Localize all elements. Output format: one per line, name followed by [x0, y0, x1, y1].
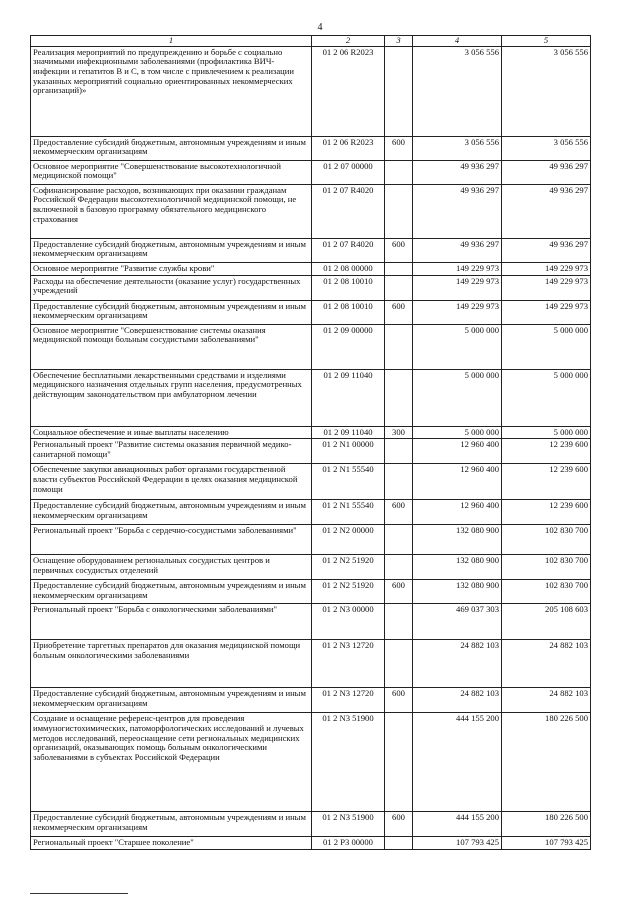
row-amount-2: 3 056 556	[502, 136, 591, 160]
row-amount-1: 5 000 000	[413, 426, 502, 439]
row-expense-type	[385, 160, 413, 184]
row-amount-1: 469 037 303	[413, 604, 502, 640]
row-code: 01 2 N3 12720	[312, 640, 385, 688]
row-expense-type	[385, 184, 413, 238]
table-row	[31, 238, 591, 262]
row-amount-2: 12 239 600	[502, 464, 591, 500]
header-type: 3	[385, 36, 413, 47]
row-code: 01 2 06 R2023	[312, 136, 385, 160]
row-code: 01 2 N3 12720	[312, 688, 385, 713]
row-amount-2: 49 936 297	[502, 160, 591, 184]
row-expense-type	[385, 275, 413, 300]
row-name: Предоставление субсидий бюджетным, автономным учреждениям и иным некоммерческим организациям	[31, 300, 312, 324]
row-amount-1: 444 155 200	[413, 812, 502, 837]
row-name: Социальное обеспечение и иные выплаты населению	[31, 426, 312, 439]
table-row	[31, 136, 591, 160]
table-row	[31, 604, 591, 640]
table-row	[31, 439, 591, 464]
row-name: Расходы на обеспечение деятельности (оказание услуг) государственных учреждений	[31, 275, 312, 300]
row-amount-2: 49 936 297	[502, 184, 591, 238]
table-row	[31, 324, 591, 369]
header-name: 1	[31, 36, 312, 47]
row-amount-1: 149 229 973	[413, 300, 502, 324]
table-row	[31, 369, 591, 426]
table-row	[31, 275, 591, 300]
row-name: Софинансирование расходов, возникающих при оказании гражданам Российской Федерации высокотехнологичной медицинской помощи, не включенной в базовую программу обязательного медицинского страхования	[31, 184, 312, 238]
row-code: 01 2 N3 51900	[312, 713, 385, 812]
row-amount-1: 5 000 000	[413, 369, 502, 426]
table-row	[31, 46, 591, 136]
table-row	[31, 500, 591, 525]
table-row	[31, 580, 591, 604]
row-name: Обеспечение бесплатными лекарственными средствами и изделиями медицинского назначения отдельных групп населения, предусмотренных действующим законодательством при амбулаторном лечении	[31, 369, 312, 426]
row-code: 01 2 N3 00000	[312, 604, 385, 640]
row-name: Предоставление субсидий бюджетным, автономным учреждениям и иным некоммерческим организациям	[31, 238, 312, 262]
row-amount-2: 12 239 600	[502, 439, 591, 464]
table-row	[31, 555, 591, 580]
table-row	[31, 262, 591, 275]
row-name: Предоставление субсидий бюджетным, автономным учреждениям и иным некоммерческим организациям	[31, 812, 312, 837]
row-amount-2: 102 830 700	[502, 555, 591, 580]
row-expense-type	[385, 837, 413, 850]
row-expense-type	[385, 525, 413, 555]
row-name: Приобретение таргетных препаратов для оказания медицинской помощи больным онкологическими заболеваниями	[31, 640, 312, 688]
row-amount-2: 149 229 973	[502, 262, 591, 275]
table-row	[31, 464, 591, 500]
row-code: 01 2 08 10010	[312, 300, 385, 324]
row-code: 01 2 07 00000	[312, 160, 385, 184]
row-expense-type	[385, 555, 413, 580]
row-amount-1: 3 056 556	[413, 136, 502, 160]
row-amount-1: 49 936 297	[413, 160, 502, 184]
row-amount-2: 3 056 556	[502, 46, 591, 136]
row-amount-2: 180 226 500	[502, 812, 591, 837]
row-name: Обеспечение закупки авиационных работ органами государственной власти субъектов Российской Федерации в целях оказания медицинской помощи	[31, 464, 312, 500]
row-name: Реализация мероприятий по предупреждению и борьбе с социально значимыми инфекционными заболеваниями (профилактика ВИЧ-инфекции и гепатитов В и С, в том числе с привлечением к реализации указанных мероприятий социально ориентированных некоммерческих организаций)»	[31, 46, 312, 136]
row-amount-1: 12 960 400	[413, 500, 502, 525]
row-amount-2: 5 000 000	[502, 426, 591, 439]
row-code: 01 2 P3 00000	[312, 837, 385, 850]
row-name: Предоставление субсидий бюджетным, автономным учреждениям и иным некоммерческим организациям	[31, 500, 312, 525]
table-row	[31, 184, 591, 238]
row-amount-2: 5 000 000	[502, 369, 591, 426]
row-code: 01 2 07 R4020	[312, 238, 385, 262]
row-expense-type	[385, 369, 413, 426]
row-code: 01 2 N1 55540	[312, 500, 385, 525]
row-expense-type	[385, 464, 413, 500]
header-amount-2: 5	[502, 36, 591, 47]
row-code: 01 2 N3 51900	[312, 812, 385, 837]
row-amount-2: 149 229 973	[502, 300, 591, 324]
row-amount-1: 107 793 425	[413, 837, 502, 850]
row-amount-2: 49 936 297	[502, 238, 591, 262]
row-expense-type: 600	[385, 812, 413, 837]
row-code: 01 2 N2 00000	[312, 525, 385, 555]
table-row	[31, 812, 591, 837]
header-amount-1: 4	[413, 36, 502, 47]
row-expense-type	[385, 324, 413, 369]
row-amount-1: 24 882 103	[413, 640, 502, 688]
row-code: 01 2 N1 55540	[312, 464, 385, 500]
table-row	[31, 640, 591, 688]
row-code: 01 2 N1 00000	[312, 439, 385, 464]
row-code: 01 2 09 00000	[312, 324, 385, 369]
row-amount-1: 149 229 973	[413, 275, 502, 300]
row-amount-2: 5 000 000	[502, 324, 591, 369]
row-name: Региональный проект "Борьба с сердечно-сосудистыми заболеваниями"	[31, 525, 312, 555]
row-amount-1: 149 229 973	[413, 262, 502, 275]
row-amount-1: 49 936 297	[413, 238, 502, 262]
row-expense-type: 300	[385, 426, 413, 439]
row-amount-1: 12 960 400	[413, 439, 502, 464]
row-amount-2: 12 239 600	[502, 500, 591, 525]
table-row	[31, 300, 591, 324]
header-code: 2	[312, 36, 385, 47]
row-amount-1: 132 080 900	[413, 555, 502, 580]
row-expense-type: 600	[385, 136, 413, 160]
row-code: 01 2 07 R4020	[312, 184, 385, 238]
row-name: Региональный проект "Развитие системы оказания первичной медико-санитарной помощи"	[31, 439, 312, 464]
row-code: 01 2 06 R2023	[312, 46, 385, 136]
row-amount-1: 132 080 900	[413, 580, 502, 604]
row-name: Предоставление субсидий бюджетным, автономным учреждениям и иным некоммерческим организациям	[31, 688, 312, 713]
row-code: 01 2 08 10010	[312, 275, 385, 300]
row-name: Региональный проект "Старшее поколение"	[31, 837, 312, 850]
row-expense-type: 600	[385, 238, 413, 262]
row-name: Предоставление субсидий бюджетным, автономным учреждениям и иным некоммерческим организациям	[31, 580, 312, 604]
table-row	[31, 525, 591, 555]
row-code: 01 2 08 00000	[312, 262, 385, 275]
row-code: 01 2 09 11040	[312, 426, 385, 439]
row-expense-type	[385, 262, 413, 275]
row-code: 01 2 N2 51920	[312, 555, 385, 580]
table-row	[31, 426, 591, 439]
table-header-row	[31, 36, 591, 47]
row-amount-1: 24 882 103	[413, 688, 502, 713]
row-amount-1: 12 960 400	[413, 464, 502, 500]
row-amount-2: 102 830 700	[502, 525, 591, 555]
row-expense-type	[385, 604, 413, 640]
row-expense-type	[385, 46, 413, 136]
row-expense-type	[385, 713, 413, 812]
row-amount-2: 107 793 425	[502, 837, 591, 850]
row-amount-1: 49 936 297	[413, 184, 502, 238]
row-amount-1: 3 056 556	[413, 46, 502, 136]
row-code: 01 2 09 11040	[312, 369, 385, 426]
table-row	[31, 688, 591, 713]
row-amount-2: 180 226 500	[502, 713, 591, 812]
row-expense-type	[385, 439, 413, 464]
row-expense-type: 600	[385, 580, 413, 604]
table-row	[31, 713, 591, 812]
row-amount-2: 24 882 103	[502, 688, 591, 713]
row-amount-2: 149 229 973	[502, 275, 591, 300]
row-expense-type: 600	[385, 688, 413, 713]
row-amount-2: 24 882 103	[502, 640, 591, 688]
row-code: 01 2 N2 51920	[312, 580, 385, 604]
row-name: Создание и оснащение референс-центров для проведения иммуногистохимических, патоморфологических исследований и лучевых методов исследований, переоснащение сети региональных медицинских организаций, оказывающих помощь больным онкологическими заболеваниями в субъектах Российской Федерации	[31, 713, 312, 812]
row-name: Основное мероприятие "Совершенствование системы оказания медицинской помощи больным сосудистыми заболеваниями"	[31, 324, 312, 369]
table-row	[31, 837, 591, 850]
row-name: Предоставление субсидий бюджетным, автономным учреждениям и иным некоммерческим организациям	[31, 136, 312, 160]
row-amount-2: 205 108 603	[502, 604, 591, 640]
row-amount-1: 132 080 900	[413, 525, 502, 555]
row-name: Основное мероприятие "Развитие службы крови"	[31, 262, 312, 275]
row-amount-1: 5 000 000	[413, 324, 502, 369]
page-number: 4	[317, 22, 323, 33]
row-expense-type: 600	[385, 300, 413, 324]
row-name: Оснащение оборудованием региональных сосудистых центров и первичных сосудистых отделений	[31, 555, 312, 580]
row-expense-type	[385, 640, 413, 688]
footnote-rule	[30, 893, 128, 894]
row-amount-1: 444 155 200	[413, 713, 502, 812]
table-row	[31, 160, 591, 184]
row-expense-type: 600	[385, 500, 413, 525]
row-name: Основное мероприятие "Совершенствование высокотехнологичной медицинской помощи"	[31, 160, 312, 184]
row-name: Региональный проект "Борьба с онкологическими заболеваниями"	[31, 604, 312, 640]
row-amount-2: 102 830 700	[502, 580, 591, 604]
budget-table	[30, 35, 591, 850]
